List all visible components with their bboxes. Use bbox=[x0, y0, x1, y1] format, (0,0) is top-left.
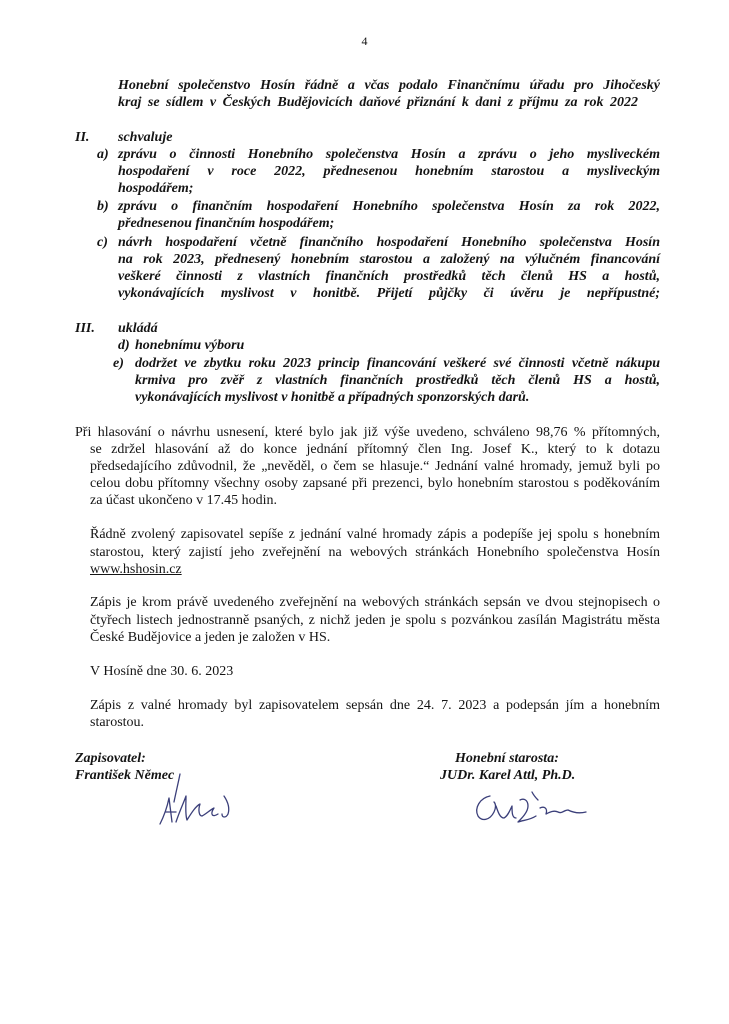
item-c-letter: c) bbox=[97, 235, 108, 250]
item-e-letter: e) bbox=[113, 356, 124, 371]
page-number: 4 bbox=[361, 34, 368, 48]
item-c-line-4: vykonávajících myslivost v honitbě. Přijetí půjčky či úvěru je nepřípustné; bbox=[118, 286, 660, 301]
item-d-text: honebnímu výboru bbox=[135, 338, 245, 353]
item-c-line-1: návrh hospodaření včetně finančního hospodaření Honebního společenstva Hosín bbox=[118, 235, 660, 250]
copies-line-1: Zápis je krom právě uvedeného zveřejnění na webových stránkách sepsán ve dvou stejnopisech o bbox=[90, 595, 660, 610]
item-a-line-3: hospodářem; bbox=[118, 181, 194, 196]
item-c-line-2: na rok 2023, přednesený honebním starostou a založený na výlučném financování bbox=[118, 252, 660, 267]
item-c-line-3: veškeré činnosti z vlastních finančních prostředků těch členů HS a hostů, bbox=[118, 269, 660, 284]
website-link[interactable]: www.hshosin.cz bbox=[90, 562, 182, 577]
intro-line-1: Honební společenstvo Hosín řádně a včas podalo Finančnímu úřadu pro Jihočeský bbox=[118, 78, 660, 93]
item-b-letter: b) bbox=[97, 199, 109, 214]
voting-line-1: Při hlasování o návrhu usnesení, které bylo jak již výše uvedeno, schváleno 98,76 % přítomných, bbox=[75, 425, 660, 440]
website-link-line bbox=[90, 561, 182, 578]
item-e-line-3: vykonávajících myslivost v honitbě a případných sponzorských darů. bbox=[135, 390, 530, 405]
item-b-line-1: zprávu o finančním hospodaření Honebního společenstva Hosín za rok 2022, bbox=[118, 199, 660, 214]
item-a-letter: a) bbox=[97, 147, 109, 162]
chairman-name: JUDr. Karel Attl, Ph.D. bbox=[440, 768, 576, 783]
item-e-line-1: dodržet ve zbytku roku 2023 princip financování veškeré své činnosti včetně nákupu bbox=[135, 356, 660, 371]
voting-line-2: se zdržel hlasování až do konce jednání přítomný člen Ing. Josef K., který to k dotazu bbox=[90, 442, 660, 457]
item-b-line-2: přednesenou finančním hospodářem; bbox=[118, 216, 335, 231]
item-d-letter: d) bbox=[118, 338, 130, 353]
voting-line-5: za účast ukončeno v 17.45 hodin. bbox=[90, 493, 278, 508]
recorder-line-1: Řádně zvolený zapisovatel sepíše z jednání valné hromady zápis a podepíše jej spolu s honebním bbox=[90, 527, 660, 542]
section-3-heading: ukládá bbox=[118, 321, 158, 336]
section-3-numeral: III. bbox=[75, 321, 95, 336]
recorder-line-2: starostou, který zajistí jeho zveřejnění na webových stránkách Honebního společenstva Hosín bbox=[90, 545, 660, 560]
intro-line-2: kraj se sídlem v Českých Budějovicích daňové přiznání k dani z příjmu za rok 2022 bbox=[118, 95, 638, 110]
voting-line-4: celou dobu přítomny všechny osoby zapsané při prezenci, bylo honebním starostou s poděkováním bbox=[90, 476, 660, 491]
voting-line-3: předsedajícího zdůvodnil, že „nevěděl, o čem se hlasuje.“ Jednání valné hromady, jemuž byli po bbox=[90, 459, 660, 474]
recorder-role: Zapisovatel: bbox=[75, 751, 146, 766]
recorder-name: František Němec bbox=[75, 768, 175, 783]
recorder-signature bbox=[140, 772, 240, 830]
copies-line-2: čtyřech listech jednostranně psaných, z nichž jeden je spolu s pozvánkou zasílán Magistrátu města bbox=[90, 613, 660, 628]
place-date: V Hosíně dne 30. 6. 2023 bbox=[90, 664, 234, 679]
item-a-line-2: hospodaření v roce 2022, přednesenou honebním starostou a mysliveckým bbox=[118, 164, 660, 179]
chairman-role: Honební starosta: bbox=[455, 751, 559, 766]
written-line-1: Zápis z valné hromady byl zapisovatelem sepsán dne 24. 7. 2023 a podepsán jím a honebním bbox=[90, 698, 660, 713]
copies-line-3: České Budějovice a jeden je založen v HS. bbox=[90, 630, 331, 645]
section-2-heading: schvaluje bbox=[118, 130, 173, 145]
item-a-line-1: zprávu o činnosti Honebního společenstva Hosín a zprávu o jeho mysliveckém bbox=[118, 147, 660, 162]
written-line-2: starostou. bbox=[90, 715, 145, 730]
chairman-signature bbox=[468, 782, 608, 830]
item-e-line-2: krmiva pro zvěř z vlastních finančních prostředků těch členů HS a hostů, bbox=[135, 373, 660, 388]
section-2-numeral: II. bbox=[75, 130, 90, 145]
